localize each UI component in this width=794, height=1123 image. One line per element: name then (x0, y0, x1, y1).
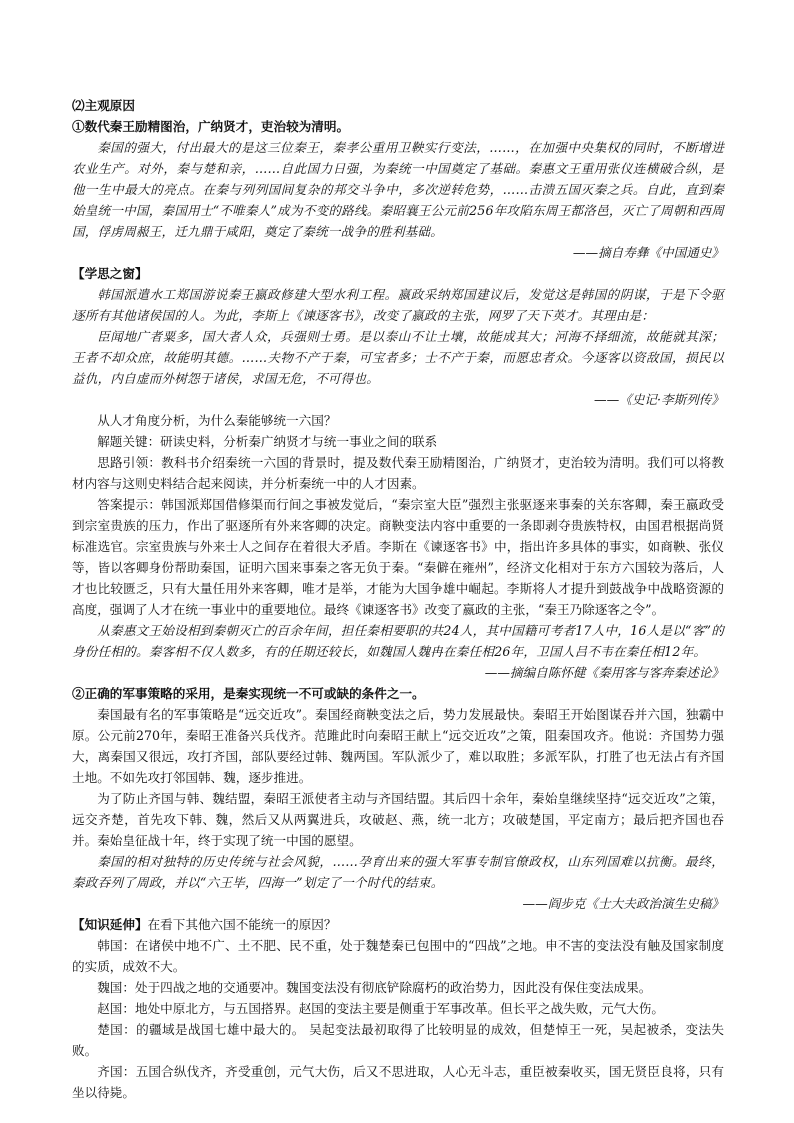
quote3-source: ——阎步克《士大夫政治演生史稿》 (522, 896, 724, 911)
quote2-source: ——摘编自陈怀健《秦用客与客奔秦述论》 (484, 665, 724, 680)
quote1: 秦国的强大，付出最大的是这三位秦王，秦孝公重用卫鞅实行变法，……，在加强中央集权的同时，不断增进农业生产。对外，秦与楚和亲，……自此国力日强，为秦统一中国奠定了基础。秦惠文王重用张仪连横破合纵，是他一生中最大的亮点。在秦与列列国间复杂的邦交斗争中，多次逆转危势，……击溃五国灭秦之兵。自此，直到秦始皇统一中国，秦国用士“不唯秦人”成为不变的路线。秦昭襄王公元前256年攻陷东周王都洛邑，灭亡了周朝和西周国，俘虏周赧王，迁九鼎于咸阳，奠定了秦统一战争的胜利基础。 (72, 140, 725, 239)
answer: 答案提示：韩国派郑国借修渠而行间之事被发觉后，“秦宗室大臣”强烈主张驱逐来事秦的关东客卿，秦王嬴政受到宗室贵族的压力，作出了驱逐所有外来客卿的决定。商鞅变法内容中重要的一条即剥夺贵族特权，由国君根据尚贤标准选官。宗室贵族与外来士人之间存在着很大矛盾。李斯在《谏逐客书》中，指出许多具体的事实，如商鞅、张仪等，皆以客卿身份帮助秦国，证明六国来事秦之客无负于秦。“秦僻在雍州”，经济文化相对于东方六国较为落后，人才也比较匮乏，只有大量任用外来客卿，唯才是举，才能为大国争雄中崛起。李斯将人才提升到鼓战争中战略资源的高度，强调了人才在统一事业中的重要地位。最终《谏逐客书》改变了嬴政的主张，“秦王乃除逐客之令”。 (72, 497, 724, 617)
document-content (72, 95, 724, 1103)
quote3: 秦国的相对独特的历史传统与社会风貌，……孕育出来的强大军事专制官僚政权，山东列国难以抗衡。最终，秦政吞列了周政，并以“六王毕，四海一”划定了一个时代的结束。 (72, 854, 724, 890)
point1-title: ①数代秦王励精图治，广纳贤才，吏治较为清明。 (72, 119, 350, 134)
window-text: 韩国派遣水工郑国游说秦王嬴政修建大型水利工程。嬴政采纳郑国建议后，发觉这是韩国的阴谋，于是下令驱逐所有其他诸侯国的人。为此，李斯上《谏逐客书》，改变了嬴政的主张，网罗了天下英才。其理由是： (72, 287, 724, 323)
sub-heading: ⑵主观原因 (72, 98, 135, 113)
window-label: 【学思之窗】 (72, 266, 148, 281)
military-paragraph-2: 为了防止齐国与韩、魏结盟，秦昭王派使者主动与齐国结盟。其后四十余年，秦始皇继续坚持“远交近攻”之策，远交齐楚，首先攻下韩、魏，然后又从两翼进兵，攻破赵、燕，统一北方；攻破楚国，平定南方；最后把齐国也吞并。秦始皇征战十年，终于实现了统一中国的愿望。 (72, 791, 724, 848)
window-source: ——《史记·李斯列传》 (594, 392, 724, 407)
extension-question: 在看下其他六国不能统一的原因？ (147, 917, 337, 932)
quote1-source: ——摘自寿彝《中国通史》 (572, 245, 724, 260)
thinking: 思路引领：教科书介绍秦统一六国的背景时，提及数代秦王励精图治，广纳贤才，吏治较为清明。我们可以将教材内容与这则史料结合起来阅读，并分析秦统一中的人才因素。 (72, 455, 724, 491)
han-reason: 韩国：在诸侯中地不广、土不肥、民不重，处于魏楚秦已包围中的“四战”之地。申不害的变法没有触及国家制度的实质，成效不大。 (72, 938, 724, 974)
window-quote: 臣闻地广者粟多，国大者人众，兵强则士勇。是以泰山不让土壤，故能成其大；河海不择细流，故能就其深；王者不却众庶，故能明其德。……夫物不产于秦，可宝者多；士不产于秦，而愿忠者众。今逐客以资敌国，损民以益仇，内自虚而外树怨于诸侯，求国无危，不可得也。 (72, 329, 724, 386)
quote2: 从秦惠文王始设相到秦朝灭亡的百余年间，担任秦相要职的共24人，其中国籍可考者17人中，16人是以“客”的身份任相的。秦客相不仅人数多，有的任期还较长，如魏国人魏冉在秦任相26年，卫国人吕不韦在秦任相12年。 (72, 623, 724, 659)
question: 从人才角度分析，为什么秦能够统一六国？ (97, 413, 337, 428)
extension-label: 【知识延伸】 (72, 917, 148, 932)
wei-reason: 魏国：处于四战之地的交通要冲。魏国变法没有彻底铲除腐朽的政治势力，因此没有保住变法成果。 (97, 980, 652, 995)
zhao-reason: 赵国：地处中原北方，与五国搭界。赵国的变法主要是侧重于军事改革。但长平之战失败，元气大伤。 (97, 1001, 664, 1016)
qi-reason: 齐国：五国合纵伐齐，齐受重创，元气大伤，后又不思进取，人心无斗志，重臣被秦收买，国无贤臣良将，只有坐以待毙。 (72, 1064, 724, 1100)
point2-title: ②正确的军事策略的采用，是秦实现统一不可或缺的条件之一。 (72, 686, 425, 701)
chu-reason: 楚国：的疆域是战国七雄中最大的。 吴起变法最初取得了比较明显的成效，但楚悼王一死，吴起被杀，变法失败。 (72, 1022, 724, 1058)
key-point: 解题关键：研读史料，分析秦广纳贤才与统一事业之间的联系 (97, 434, 438, 449)
extension-line (72, 914, 724, 935)
military-paragraph-1: 秦国最有名的军事策略是“远交近攻”。秦国经商鞅变法之后，势力发展最快。秦昭王开始图谋吞并六国，独霸中原。公元前270年，秦昭王准备兴兵伐齐。范雎此时向秦昭王献上“远交近攻”之策，阻秦国攻齐。他说：齐国势力强大，离秦国又很远，攻打齐国，部队要经过韩、魏两国。军队派少了，难以取胜；多派军队，打胜了也无法占有齐国土地。不如先攻打邻国韩、魏，逐步推进。 (72, 707, 724, 785)
